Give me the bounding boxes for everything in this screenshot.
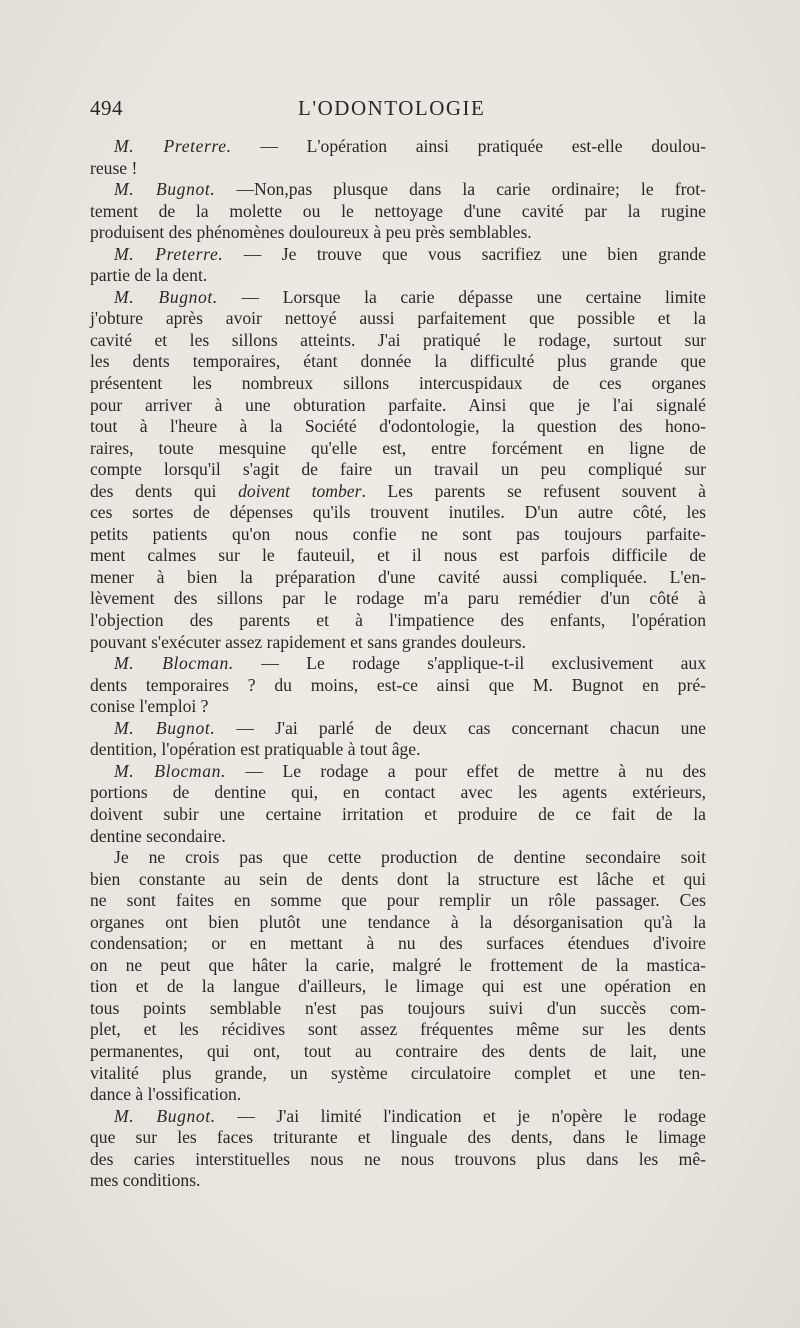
speaker-name: M. Bugnot. [114,179,216,200]
text-line [90,373,706,395]
text-line [90,782,706,804]
line-text: mener à bien la préparation d'une cavité aussi compliquée. L'en- [90,566,706,587]
line-text: ces sortes de dépenses qu'ils trouvent inutiles. D'un autre côté, les [90,502,706,523]
text-line [90,718,706,740]
speaker-name: M. Preterre. [114,136,232,156]
line-text: — J'ai parlé de deux cas concernant chacun une [215,717,706,738]
text-line [90,933,706,955]
text-line [90,976,706,998]
text-line [90,438,706,460]
text-line [90,912,706,934]
line-text: pour arriver à une obturation parfaite. Ainsi que je l'ai signalé [90,394,706,415]
text-line [90,826,706,848]
text-line [90,502,706,524]
line-text: — Le rodage a pour effet de mettre à nu des [226,760,706,781]
text-line [90,998,706,1020]
text-line [90,287,706,309]
text-line [90,955,706,977]
line-text: des dents qui [90,480,239,501]
page-number: 494 [90,96,123,120]
line-text: tion et de la langue d'ailleurs, le limage qui est une opération en [90,976,706,997]
line-text: portions de dentine qui, en contact avec les agents extérieurs, [90,782,706,803]
line-text: —Non,pas plusque dans la carie ordinaire; le frot- [215,179,706,200]
line-text: l'objection des parents et à l'impatience des enfants, l'opération [90,610,706,631]
line-text: que sur les faces triturante et linguale des dents, dans le limage [90,1127,706,1148]
text-line [90,1149,706,1171]
text-line [90,265,706,287]
running-head [90,96,706,126]
text-line [90,158,706,180]
text-line [90,308,706,330]
line-text-after: . Les parents se refusent souvent à [361,480,706,501]
line-text: dentition, l'opération est pratiquable à tout âge. [90,739,421,760]
line-text: conise l'emploi ? [90,696,209,717]
text-line [90,459,706,481]
line-text: tement de la molette ou le nettoyage d'une cavité par la rugine [90,200,706,221]
text-line [90,416,706,438]
line-text: les dents temporaires, étant donnée la difficulté plus grande que [90,351,706,372]
text-line [90,610,706,632]
text-line [90,588,706,610]
text-line [90,653,706,675]
line-text: dentine secondaire. [90,825,226,846]
line-text: cavité et les sillons atteints. J'ai pratiqué le rodage, surtout sur [90,329,706,350]
text-line [90,1019,706,1041]
line-text: doivent subir une certaine irritation et produire de ce fait de la [90,803,706,824]
line-text: dents temporaires ? du moins, est-ce ainsi que M. Bugnot en pré- [90,674,706,695]
text-line [90,1106,706,1128]
line-text: tous points semblable n'est pas toujours suivi d'un succès com- [90,997,706,1018]
text-line [90,1063,706,1085]
speaker-name: M. Blocman. [114,653,234,674]
line-text: vitalité plus grande, un système circulatoire complet et une ten- [90,1062,706,1083]
text-line [90,201,706,223]
line-text: partie de la dent. [90,265,208,286]
line-text: pouvant s'exécuter assez rapidement et sans grandes douleurs. [90,631,527,652]
line-text: mes conditions. [90,1170,201,1191]
text-line [90,244,706,266]
text-line [90,1127,706,1149]
line-text: bien constante au sein de dents dont la structure est lâche et qui [90,868,706,889]
line-text: présentent les nombreux sillons intercuspidaux de ces organes [90,373,706,394]
line-text: petits patients qu'on nous confie ne sont pas toujours parfaite- [90,523,706,544]
line-text: organes ont bien plutôt une tendance à la désorganisation qu'à la [90,911,706,932]
line-text: plet, et les récidives sont assez fréquentes même sur les dents [90,1019,706,1040]
text-line [90,739,706,761]
line-text: ment calmes sur le fauteuil, et il nous est parfois difficile de [90,545,706,566]
text-line [90,1041,706,1063]
line-text: on ne peut que hâter la carie, malgré le frottement de la mastica- [90,954,706,975]
speaker-name: M. Preterre. [114,243,224,264]
text-line [90,632,706,654]
line-text: — L'opération ainsi pratiquée est-elle doulou- [231,136,706,156]
text-line [90,179,706,201]
text-line [90,222,706,244]
running-title: L'ODONTOLOGIE [298,96,486,120]
line-text: — J'ai limité l'indication et je n'opère le rodage [215,1105,706,1126]
line-text: raires, toute mesquine qu'elle est, entre forcément en ligne de [90,437,706,458]
line-text: condensation; or en mettant à nu des surfaces étendues d'ivoire [90,933,706,954]
speaker-name: M. Blocman. [114,760,227,781]
text-line [90,1170,706,1192]
speaker-name: M. Bugnot. [114,286,218,307]
line-text: compte lorsqu'il s'agit de faire un travail un peu compliqué sur [90,459,706,480]
text-line [90,804,706,826]
text-line [90,696,706,718]
line-text: permanentes, qui ont, tout au contraire des dents de lait, une [90,1040,706,1061]
text-line [90,330,706,352]
body-text [90,136,706,1192]
line-text: j'obture après avoir nettoyé aussi parfaitement que possible et la [90,308,706,329]
emphasis-text: doivent tomber [238,480,362,501]
text-line [90,761,706,783]
line-text: lèvement des sillons par le rodage m'a paru remédier d'un côté à [90,588,706,609]
text-line [90,351,706,373]
speaker-name: M. Bugnot. [114,717,216,738]
line-text: — Le rodage s'applique-t-il exclusivement aux [233,653,706,674]
text-line [90,675,706,697]
line-text: ne sont faites en somme que pour remplir un rôle passager. Ces [90,890,706,911]
line-text: Je ne crois pas que cette production de dentine secondaire soit [114,847,706,868]
line-text: — Je trouve que vous sacrifiez une bien grande [223,243,706,264]
line-text: produisent des phénomènes douloureux à peu près semblables. [90,222,532,243]
line-text: des caries interstituelles nous ne nous trouvons plus dans les mê- [90,1148,706,1169]
text-line [90,481,706,503]
text-line [90,847,706,869]
text-line [90,524,706,546]
line-text: — Lorsque la carie dépasse une certaine limite [217,286,706,307]
text-line [90,136,706,158]
speaker-name: M. Bugnot. [114,1105,216,1126]
text-line [90,890,706,912]
line-text: dance à l'ossification. [90,1084,242,1105]
text-line [90,1084,706,1106]
text-line [90,567,706,589]
text-line [90,395,706,417]
line-text: reuse ! [90,157,138,178]
text-line [90,545,706,567]
line-text: tout à l'heure à la Société d'odontologie, la question des hono- [90,416,706,437]
text-line [90,869,706,891]
